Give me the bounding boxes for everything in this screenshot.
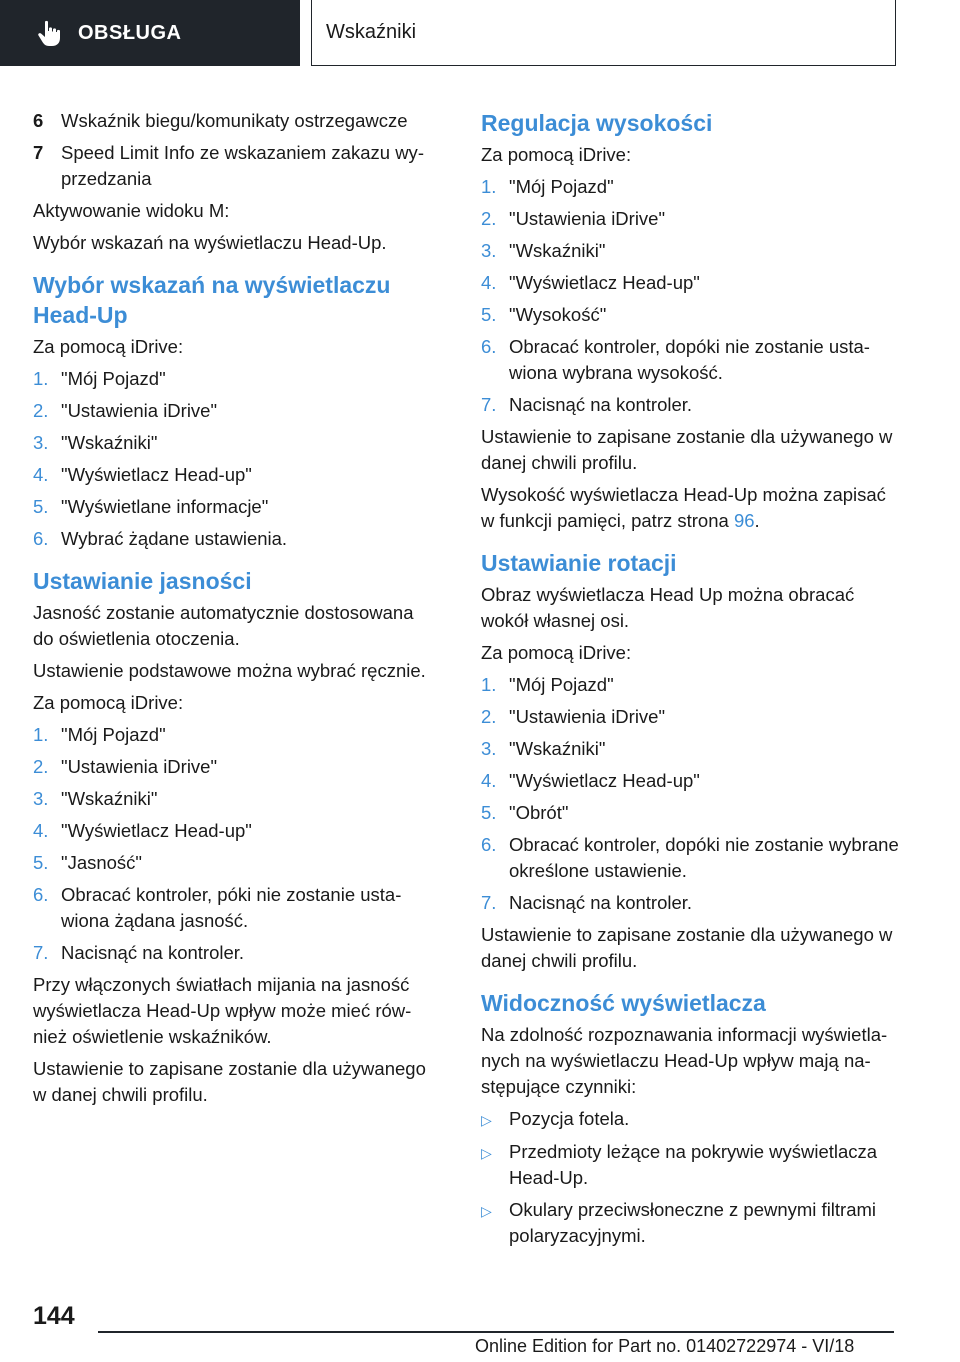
step-text: "Mój Pojazd" <box>509 176 614 197</box>
step-text: "Wyświetlane informacje" <box>61 496 269 517</box>
step-number: 4. <box>481 770 497 791</box>
step-item <box>33 494 438 520</box>
step-item <box>481 238 901 264</box>
steps-list <box>33 366 438 552</box>
bullet-item <box>481 1106 901 1133</box>
bullet-item <box>481 1197 901 1249</box>
footer-divider <box>98 1331 894 1333</box>
bullet-list <box>481 1106 901 1249</box>
step-number: 3. <box>33 788 49 809</box>
step-text: "Obrót" <box>509 802 569 823</box>
legend-number: 6 <box>33 110 44 131</box>
steps-list <box>481 174 901 418</box>
steps-list <box>481 672 901 916</box>
step-text: "Wskaźniki" <box>509 738 606 759</box>
step-item <box>33 366 438 392</box>
legend-item <box>33 140 438 192</box>
step-number: 5. <box>33 496 49 517</box>
step-text: Obracać kontroler, póki nie zostanie ustawiona żądana jasność. <box>61 884 402 931</box>
paragraph: Ustawienie to zapisane zostanie dla używanego w danej chwili profilu. <box>33 1058 426 1105</box>
step-text: "Wskaźniki" <box>61 432 158 453</box>
step-number: 2. <box>33 400 49 421</box>
section-label: OBSŁUGA <box>78 21 182 44</box>
step-item <box>481 270 901 296</box>
step-text: "Mój Pojazd" <box>509 674 614 695</box>
step-number: 2. <box>481 706 497 727</box>
step-text: "Wyświetlacz Head-up" <box>509 272 700 293</box>
bullet-text: Przedmioty leżące na pokrywie wyświetlacza Head-Up. <box>509 1141 878 1188</box>
paragraph: Za pomocą iDrive: <box>33 336 184 357</box>
hand-pointer-icon <box>34 18 64 48</box>
paragraph: Jasność zostanie automatycznie dostosowana do oświetlenia otoczenia. <box>33 602 414 649</box>
paragraph: Na zdolność rozpoznawania informacji wyświetlanych na wyświetlaczu Head-Up wpływ mają następujące czynniki: <box>481 1024 888 1097</box>
section-heading: Ustawianie jasności <box>33 568 252 594</box>
edition-note: Online Edition for Part no. 01402722974 - VI/18 <box>475 1336 855 1356</box>
left-column <box>33 108 438 1114</box>
step-item <box>33 882 438 934</box>
step-item <box>481 174 901 200</box>
step-number: 7. <box>481 394 497 415</box>
paragraph: Przy włączonych światłach mijania na jasność wyświetlacza Head-Up wpływ może mieć również oświetlenie wskaźników. <box>33 974 412 1047</box>
step-number: 4. <box>481 272 497 293</box>
step-item <box>481 392 901 418</box>
section-tab[interactable] <box>0 0 300 66</box>
step-text: "Ustawienia iDrive" <box>509 208 666 229</box>
step-number: 3. <box>481 738 497 759</box>
step-text: "Wyświetlacz Head-up" <box>61 464 252 485</box>
bullet-item <box>481 1139 901 1191</box>
paragraph: Aktywowanie widoku M: <box>33 200 230 221</box>
page-header <box>0 0 960 66</box>
paragraph: Ustawienie to zapisane zostanie dla używanego w danej chwili profilu. <box>481 426 893 473</box>
page-reference-link[interactable]: 96 <box>733 510 755 531</box>
step-number: 6. <box>481 834 497 855</box>
page-number: 144 <box>33 1302 75 1330</box>
step-number: 1. <box>481 674 497 695</box>
step-item <box>481 704 901 730</box>
step-text: "Wyświetlacz Head-up" <box>509 770 700 791</box>
step-item <box>481 206 901 232</box>
step-number: 5. <box>33 852 49 873</box>
step-text: "Jasność" <box>61 852 143 873</box>
step-item <box>481 768 901 794</box>
step-text: "Ustawienia iDrive" <box>509 706 666 727</box>
legend-text: Wskaźnik biegu/komunikaty ostrzegawcze <box>61 110 408 131</box>
paragraph-text: . <box>754 510 760 531</box>
paragraph: Za pomocą iDrive: <box>33 692 184 713</box>
step-item <box>481 832 901 884</box>
step-text: "Ustawienia iDrive" <box>61 400 218 421</box>
step-item <box>481 800 901 826</box>
paragraph: Obraz wyświetlacza Head Up można obracać wokół własnej osi. <box>481 584 855 631</box>
step-number: 2. <box>481 208 497 229</box>
step-text: Obracać kontroler, dopóki nie zostanie ustawiona wybrana wysokość. <box>509 336 870 383</box>
paragraph-text: Wysokość wyświetlacza Head-Up można zapisać w funkcji pamięci, patrz strona <box>481 484 886 531</box>
section-heading: Widoczność wyświetlacza <box>481 990 766 1016</box>
step-text: "Mój Pojazd" <box>61 368 166 389</box>
step-number: 1. <box>481 176 497 197</box>
triangle-bullet-icon: ▷ <box>481 1145 492 1161</box>
step-number: 3. <box>33 432 49 453</box>
paragraph: Ustawienie to zapisane zostanie dla używanego w danej chwili profilu. <box>481 924 893 971</box>
step-number: 3. <box>481 240 497 261</box>
section-heading: Wybór wskazań na wyświetlaczu Head-Up <box>33 272 391 328</box>
step-number: 4. <box>33 820 49 841</box>
step-item <box>481 736 901 762</box>
legend-item <box>33 108 438 134</box>
step-item <box>481 672 901 698</box>
step-number: 6. <box>33 528 49 549</box>
step-number: 5. <box>481 304 497 325</box>
step-text: Nacisnąć na kontroler. <box>509 892 693 913</box>
step-number: 7. <box>33 942 49 963</box>
step-text: Wybrać żądane ustawienia. <box>61 528 288 549</box>
step-number: 7. <box>481 892 497 913</box>
legend-list <box>33 108 438 192</box>
step-item <box>33 462 438 488</box>
step-item <box>481 890 901 916</box>
paragraph: Wybór wskazań na wyświetlaczu Head-Up. <box>33 232 387 253</box>
triangle-bullet-icon: ▷ <box>481 1112 492 1128</box>
step-text: "Wskaźniki" <box>61 788 158 809</box>
right-column <box>481 108 901 1255</box>
step-text: "Wyświetlacz Head-up" <box>61 820 252 841</box>
step-item <box>33 398 438 424</box>
step-number: 6. <box>481 336 497 357</box>
paragraph-with-ref <box>481 482 901 534</box>
paragraph: Za pomocą iDrive: <box>481 144 632 165</box>
paragraph: Ustawienie podstawowe można wybrać ręcznie. <box>33 660 426 681</box>
steps-list <box>33 722 438 966</box>
step-item <box>33 818 438 844</box>
section-heading: Ustawianie rotacji <box>481 550 677 576</box>
step-item <box>33 850 438 876</box>
legend-text: Speed Limit Info ze wskazaniem zakazu wyprzedzania <box>61 142 424 189</box>
bullet-text: Pozycja fotela. <box>509 1108 630 1129</box>
step-text: "Mój Pojazd" <box>61 724 166 745</box>
chapter-tab[interactable] <box>311 0 896 66</box>
step-item <box>33 940 438 966</box>
step-number: 5. <box>481 802 497 823</box>
paragraph: Za pomocą iDrive: <box>481 642 632 663</box>
triangle-bullet-icon: ▷ <box>481 1203 492 1219</box>
step-number: 1. <box>33 724 49 745</box>
step-number: 1. <box>33 368 49 389</box>
step-number: 2. <box>33 756 49 777</box>
step-item <box>481 334 901 386</box>
step-number: 4. <box>33 464 49 485</box>
step-number: 6. <box>33 884 49 905</box>
chapter-label: Wskaźniki <box>326 21 417 43</box>
step-text: "Ustawienia iDrive" <box>61 756 218 777</box>
bullet-text: Okulary przeciwsłoneczne z pewnymi filtrami polaryzacyjnymi. <box>509 1199 877 1246</box>
step-item <box>33 786 438 812</box>
step-text: "Wskaźniki" <box>509 240 606 261</box>
step-text: Nacisnąć na kontroler. <box>61 942 245 963</box>
step-item <box>33 722 438 748</box>
legend-number: 7 <box>33 142 44 163</box>
step-text: Obracać kontroler, dopóki nie zostanie wybrane określone ustawienie. <box>509 834 899 881</box>
step-item <box>33 526 438 552</box>
step-item <box>481 302 901 328</box>
step-text: "Wysokość" <box>509 304 607 325</box>
section-heading: Regulacja wysokości <box>481 110 713 136</box>
step-text: Nacisnąć na kontroler. <box>509 394 693 415</box>
step-item <box>33 754 438 780</box>
step-item <box>33 430 438 456</box>
